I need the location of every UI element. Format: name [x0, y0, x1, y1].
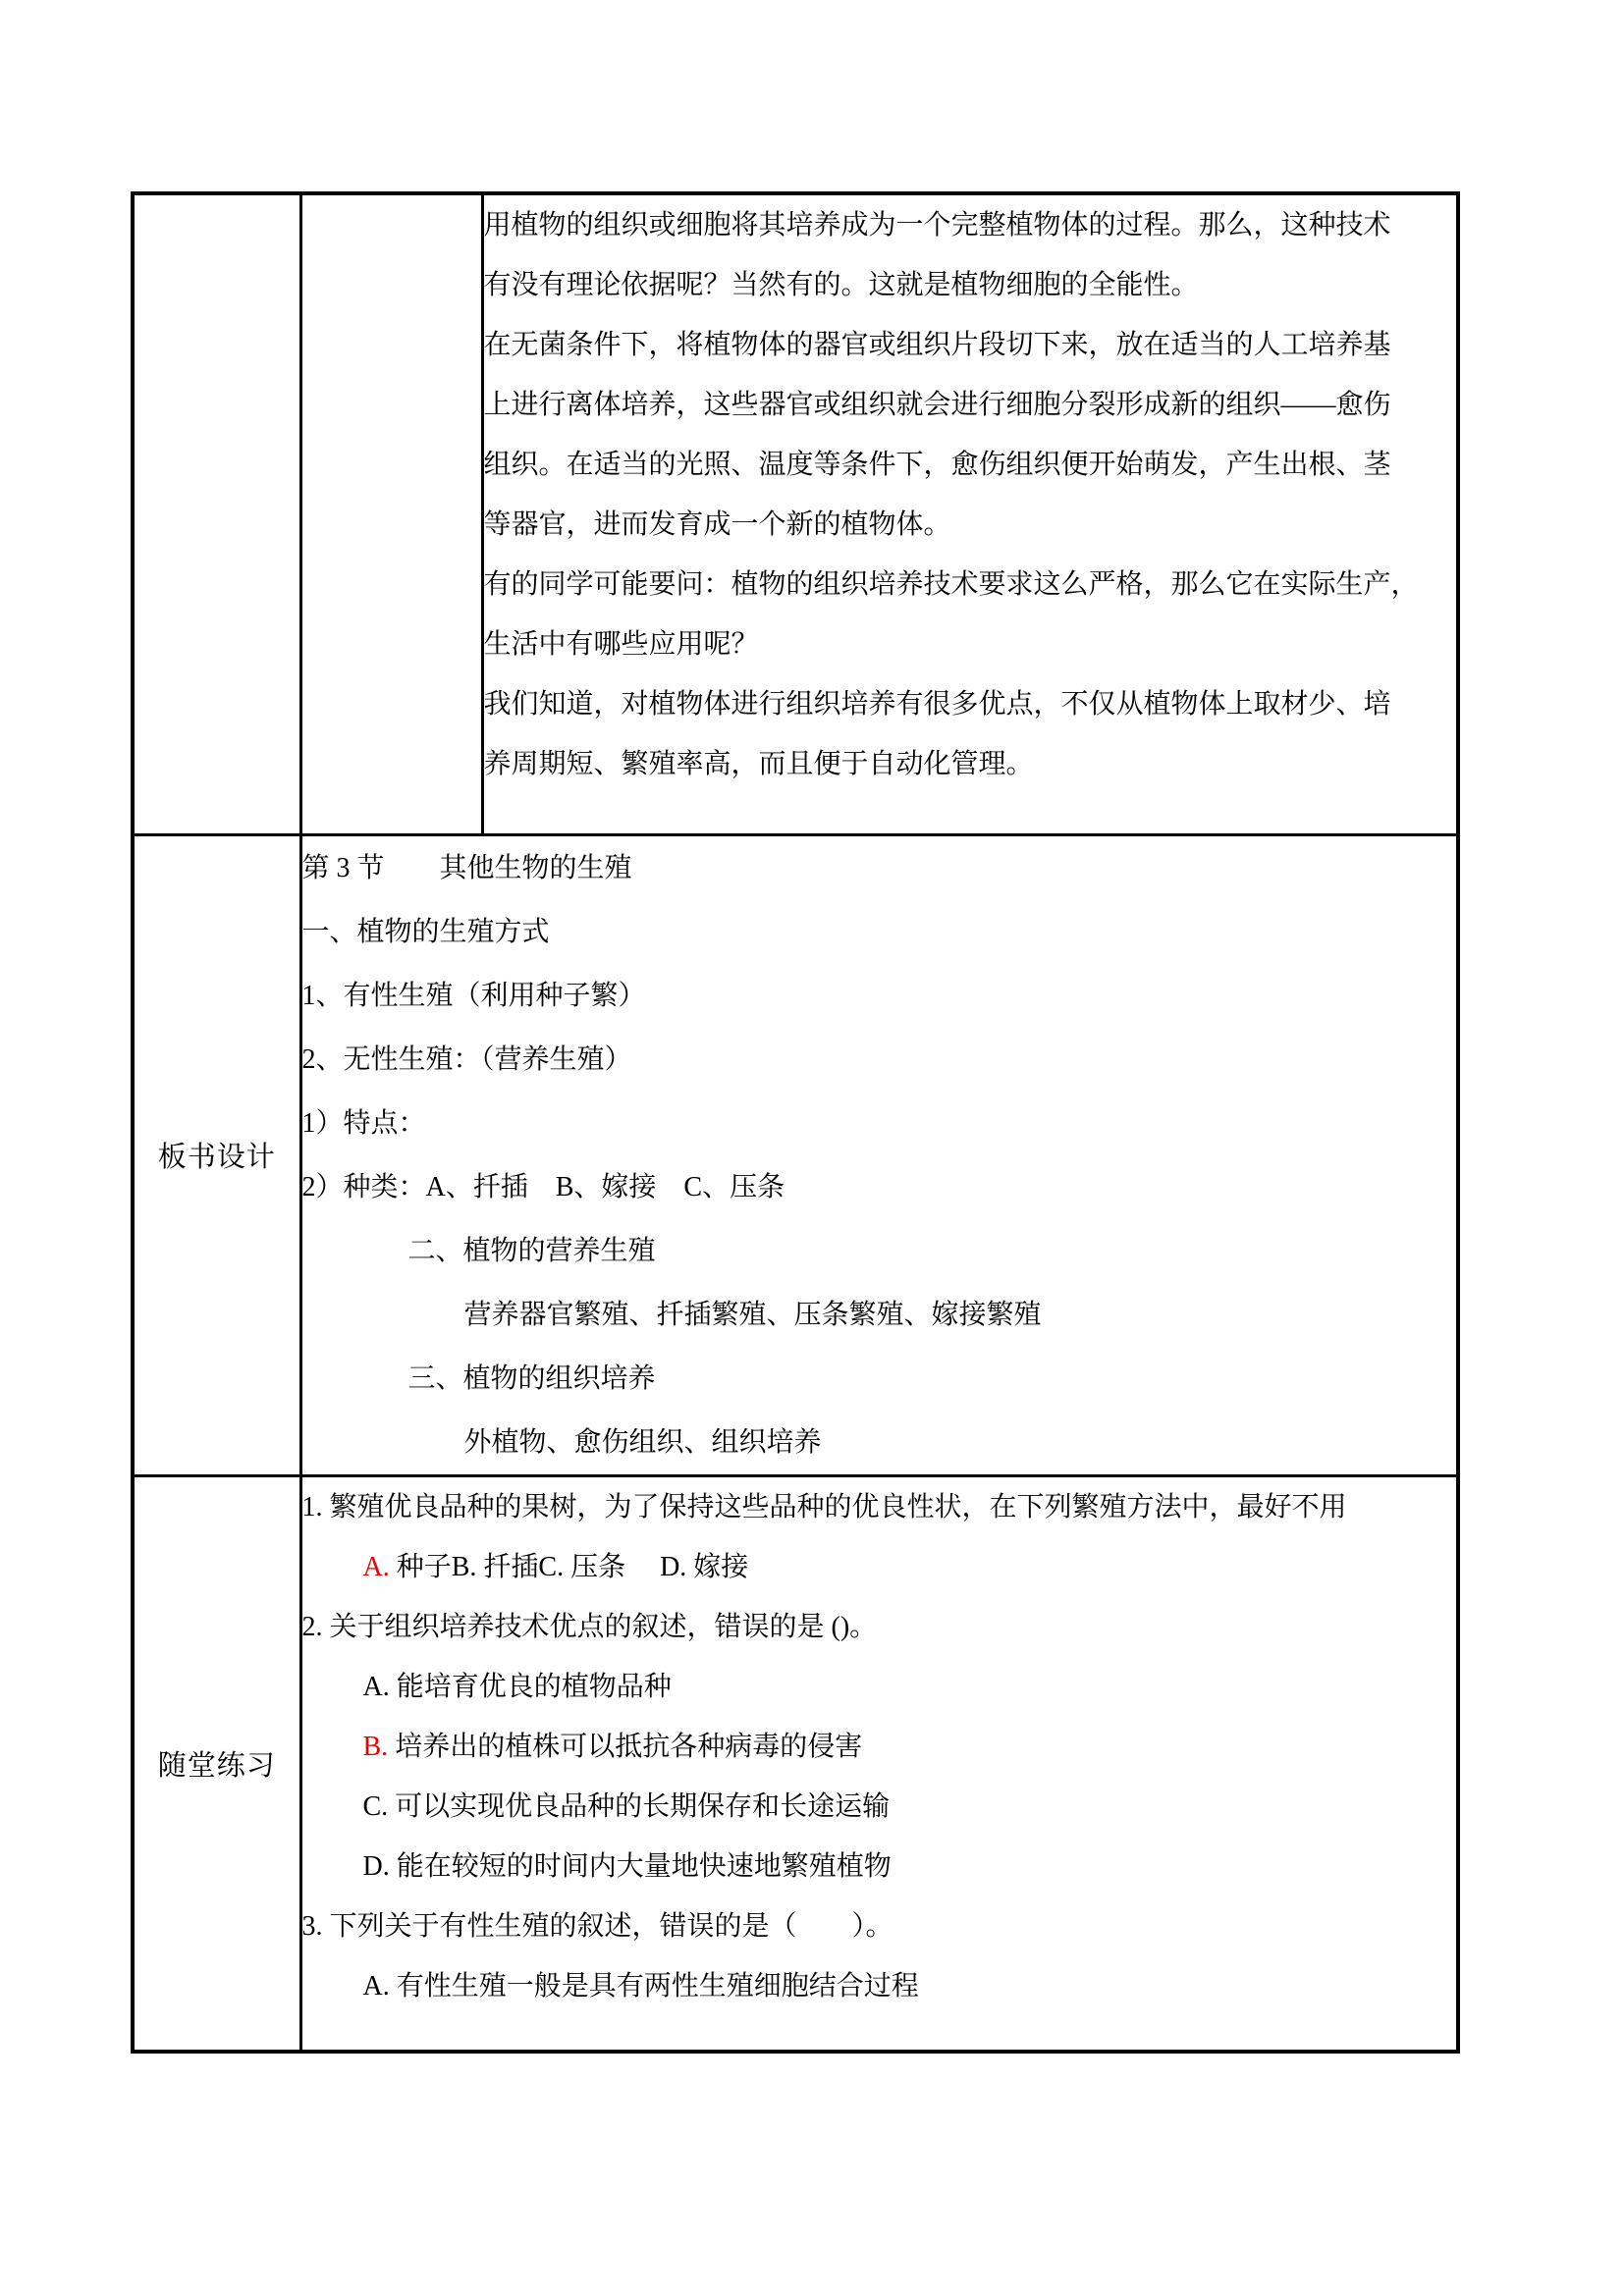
teaching-content-line: 组织。在适当的光照、温度等条件下，愈伤组织便开始萌发，产生出根、茎	[483, 450, 1391, 480]
board-design-line: 营养器官繁殖、扦插繁殖、压条繁殖、嫁接繁殖	[463, 1299, 1042, 1330]
empty-cell-middle	[300, 193, 482, 834]
practice-q1-options	[302, 1537, 1457, 1597]
q1-options-text: 种子B. 扦插C. 压条 D. 嫁接	[389, 1551, 749, 1582]
lesson-plan-table	[131, 191, 1460, 2054]
teaching-content-line: 我们知道，对植物体进行组织培养有很多优点，不仅从植物体上取材少、培	[483, 689, 1391, 720]
board-design-row	[133, 834, 1458, 1475]
practice-q2-option-d: D. 能在较短的时间内大量地快速地繁殖植物	[362, 1850, 892, 1882]
practice-content-cell	[300, 1475, 1458, 2052]
teaching-content-line: 有的同学可能要问：植物的组织培养技术要求这么严格，那么它在实际生产，	[483, 569, 1419, 600]
practice-q2-option-c: C. 可以实现优良品种的长期保存和长途运输	[362, 1790, 891, 1822]
teaching-content-line: 养周期短、繁殖率高，而且便于自动化管理。	[483, 749, 1034, 779]
practice-question-1: 1. 繁殖优良品种的果树，为了保持这些品种的优良性状，在下列繁殖方法中，最好不用	[301, 1491, 1347, 1522]
teaching-content-line: 生活中有哪些应用呢？	[483, 629, 759, 660]
empty-cell-left	[133, 193, 300, 834]
teaching-content-line: 有没有理论依据呢？当然有的。这就是植物细胞的全能性。	[483, 270, 1199, 300]
q2-answer-highlight: B.	[362, 1731, 389, 1762]
board-design-line: 三、植物的组织培养	[407, 1362, 656, 1394]
board-design-label: 板书设计	[133, 834, 300, 1475]
practice-q2-option-a: A. 能培育优良的植物品种	[362, 1671, 672, 1702]
practice-label: 随堂练习	[133, 1475, 300, 2052]
practice-q3-option-a: A. 有性生殖一般是具有两性生殖细胞结合过程	[362, 1970, 919, 2002]
board-design-line: 2）种类：A、扦插 B、嫁接 C、压条	[301, 1171, 785, 1202]
board-design-line: 1）特点：	[301, 1107, 426, 1139]
teaching-content-line: 上进行离体培养，这些器官或组织就会进行细胞分裂形成新的组织——愈伤	[483, 390, 1391, 420]
practice-question-3: 3. 下列关于有性生殖的叙述，错误的是（ ）。	[301, 1910, 893, 1942]
board-design-line: 第 3 节 其他生物的生殖	[301, 852, 632, 883]
board-design-line: 二、植物的营养生殖	[407, 1235, 656, 1266]
teaching-content-cell	[482, 193, 1458, 834]
board-design-content-cell	[300, 834, 1458, 1475]
teaching-content-line: 等器官，进而发育成一个新的植物体。	[483, 509, 951, 540]
teaching-content-row	[133, 193, 1458, 834]
teaching-content-line: 用植物的组织或细胞将其培养成为一个完整植物体的过程。那么，这种技术	[483, 210, 1391, 240]
board-design-line: 一、植物的生殖方式	[301, 916, 550, 947]
q2-option-b-text: 培养出的植株可以抵抗各种病毒的侵害	[388, 1731, 863, 1762]
board-design-line: 1、有性生殖（利用种子繁）	[301, 980, 646, 1011]
board-design-line: 2、无性生殖：（营养生殖）	[301, 1043, 632, 1075]
practice-q2-option-b	[302, 1717, 1457, 1777]
teaching-content-line: 在无菌条件下，将植物体的器官或组织片段切下来，放在适当的人工培养基	[483, 330, 1391, 360]
practice-question-2: 2. 关于组织培养技术优点的叙述，错误的是 ()。	[301, 1611, 878, 1642]
q1-answer-highlight: A.	[362, 1551, 390, 1582]
practice-row	[133, 1475, 1458, 2052]
board-design-line: 外植物、愈伤组织、组织培养	[463, 1426, 822, 1458]
